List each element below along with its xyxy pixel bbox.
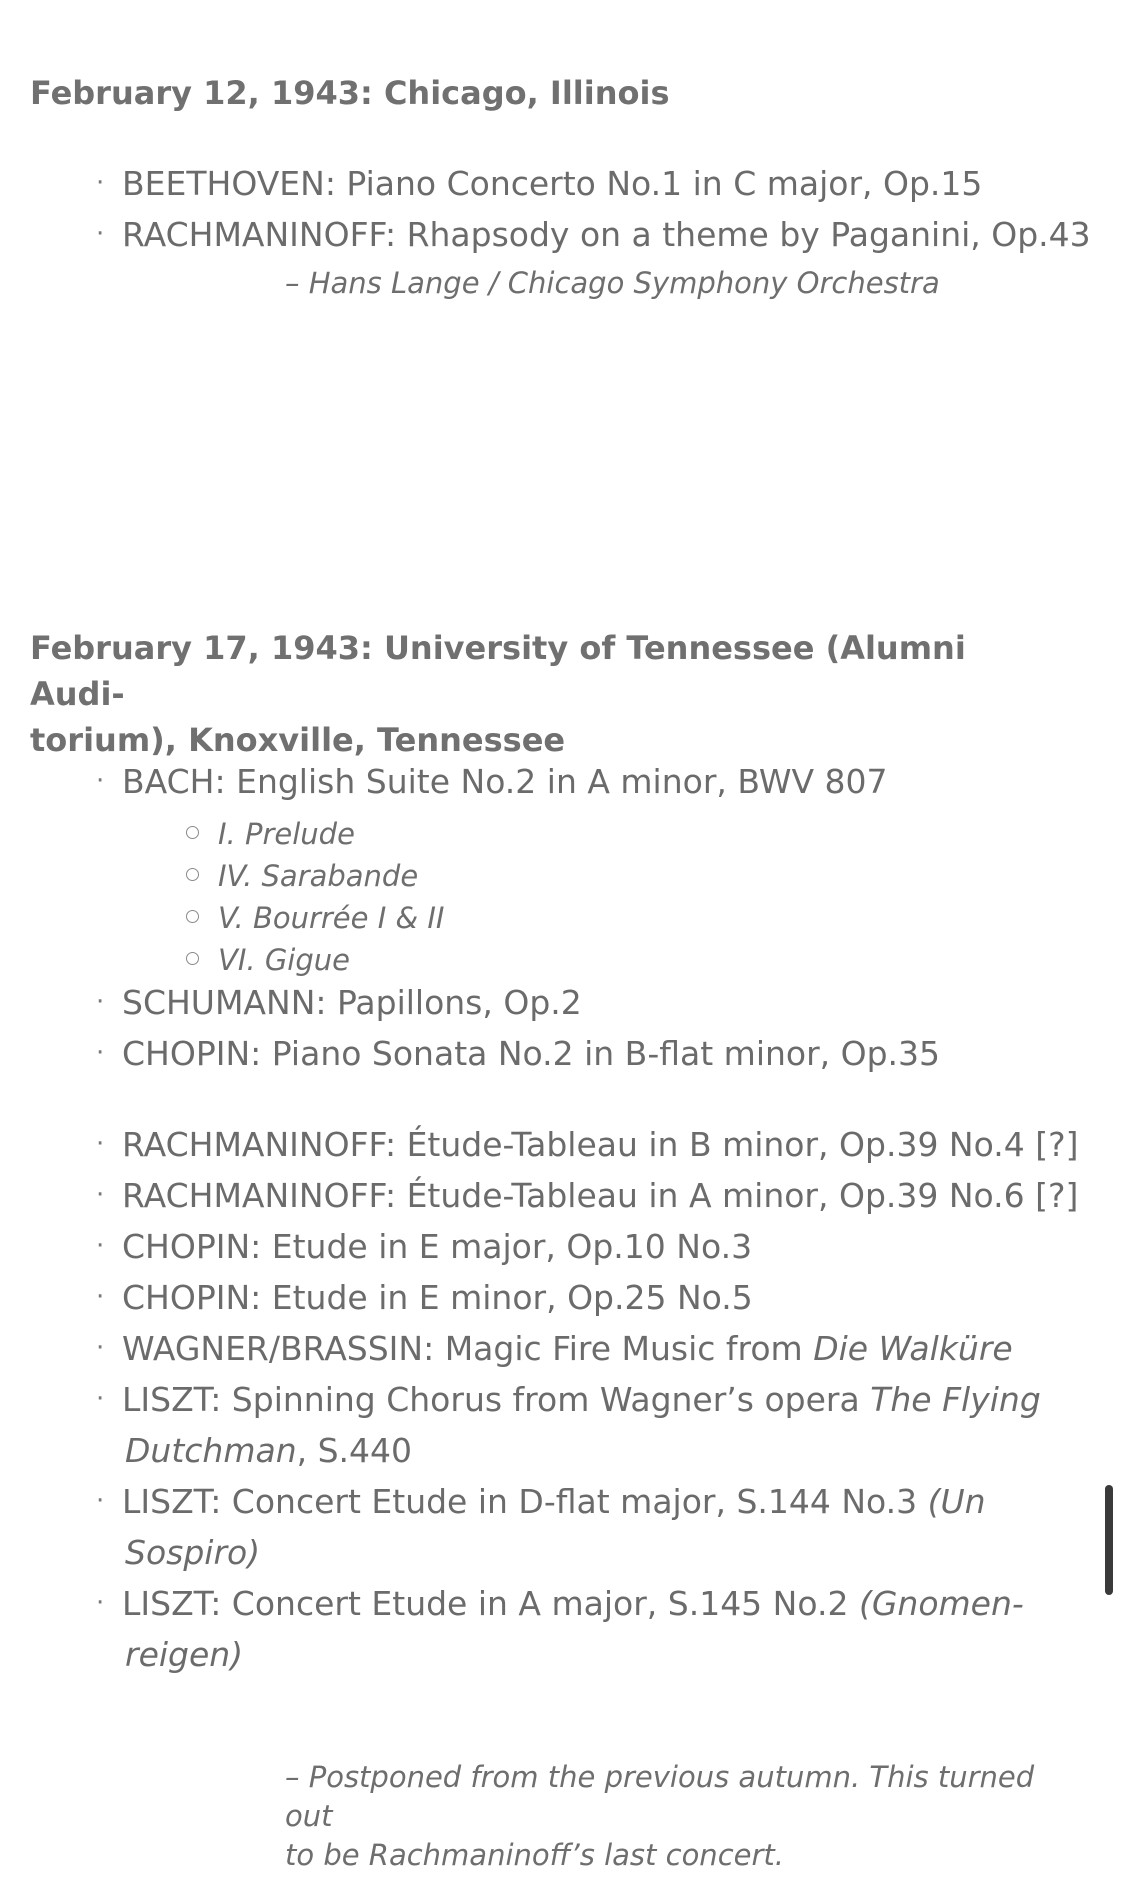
circle-bullet-icon [186,952,199,965]
piece-title: LISZT: Concert Etude in D-flat major, S.144 No.3 [122,1482,928,1521]
bullet-icon: · [96,1384,105,1414]
scrollbar-thumb[interactable] [1105,1485,1113,1595]
list-item [0,977,1125,1028]
circle-bullet-icon [186,868,199,881]
opera-title-continued: Dutchman [125,1431,297,1470]
movement-title: V. Bourrée I & II [218,901,445,935]
list-item [0,158,1125,209]
list-item [0,756,1125,807]
nickname-continued: reigen) [125,1635,244,1674]
heading-line: torium), Knoxville, Tennessee [30,721,566,759]
circle-bullet-icon [186,910,199,923]
movement-item [0,855,1125,897]
nickname-continued: Sospiro) [125,1533,261,1572]
nickname: (Un [927,1482,986,1521]
bullet-icon: · [96,168,105,198]
performers-credit: – Hans Lange / Chicago Symphony Orchestra [285,266,940,300]
list-item [0,1170,1125,1221]
movement-title: IV. Sarabande [218,859,419,893]
piece-title: BEETHOVEN: Piano Concerto No.1 in C major, Op.15 [122,164,983,203]
program-list [0,756,1125,807]
list-item [0,1374,1125,1476]
list-item [0,209,1125,260]
program-list [0,977,1125,1079]
piece-title: LISZT: Concert Etude in A major, S.145 No.2 [122,1584,859,1623]
movement-list [0,813,1125,981]
heading-line: February 17, 1943: University of Tennessee (Alumni Audi- [30,629,966,713]
piece-title: BACH: English Suite No.2 in A minor, BWV 807 [122,762,888,801]
bullet-icon: · [96,1282,105,1312]
list-item [0,1221,1125,1272]
bullet-icon: · [96,1486,105,1516]
concert-note [285,1758,1085,1875]
bullet-icon: · [96,766,105,796]
piece-title: LISZT: Spinning Chorus from Wagner’s opera [122,1380,871,1419]
bullet-icon: · [96,1180,105,1210]
concert-heading: February 12, 1943: Chicago, Illinois [30,74,670,112]
piece-title: CHOPIN: Piano Sonata No.2 in B-flat minor, Op.35 [122,1034,941,1073]
piece-title: CHOPIN: Etude in E minor, Op.25 No.5 [122,1278,753,1317]
piece-title: RACHMANINOFF: Étude-Tableau in A minor, Op.39 No.6 [?] [122,1176,1079,1215]
bullet-icon: · [96,1129,105,1159]
bullet-icon: · [96,1333,105,1363]
opera-title: Die Walküre [813,1329,1013,1368]
list-item [0,1119,1125,1170]
opera-title: The Flying [870,1380,1041,1419]
movement-item [0,813,1125,855]
list-item [0,1578,1125,1680]
list-item [0,1476,1125,1578]
movement-title: VI. Gigue [218,943,350,977]
piece-title: WAGNER/BRASSIN: Magic Fire Music from [122,1329,814,1368]
catalog-number: , S.440 [296,1431,413,1470]
movement-item [0,939,1125,981]
bullet-icon: · [96,1231,105,1261]
movement-item [0,897,1125,939]
list-item [0,1028,1125,1079]
piece-title: RACHMANINOFF: Rhapsody on a theme by Paganini, Op.43 [122,215,1091,254]
nickname: (Gnomen- [858,1584,1024,1623]
bullet-icon: · [96,987,105,1017]
circle-bullet-icon [186,826,199,839]
list-item [0,1272,1125,1323]
concert-heading [30,625,1070,763]
bullet-icon: · [96,1588,105,1618]
program-list [0,158,1125,260]
bullet-icon: · [96,1038,105,1068]
bullet-icon: · [96,219,105,249]
piece-title: CHOPIN: Etude in E major, Op.10 No.3 [122,1227,753,1266]
note-line: – Postponed from the previous autumn. This turned out [285,1760,1035,1833]
note-line: to be Rachmaninoff’s last concert. [285,1838,784,1872]
movement-title: I. Prelude [218,817,355,851]
list-item [0,1323,1125,1374]
program-list [0,1119,1125,1680]
piece-title: SCHUMANN: Papillons, Op.2 [122,983,582,1022]
piece-title: RACHMANINOFF: Étude-Tableau in B minor, Op.39 No.4 [?] [122,1125,1079,1164]
